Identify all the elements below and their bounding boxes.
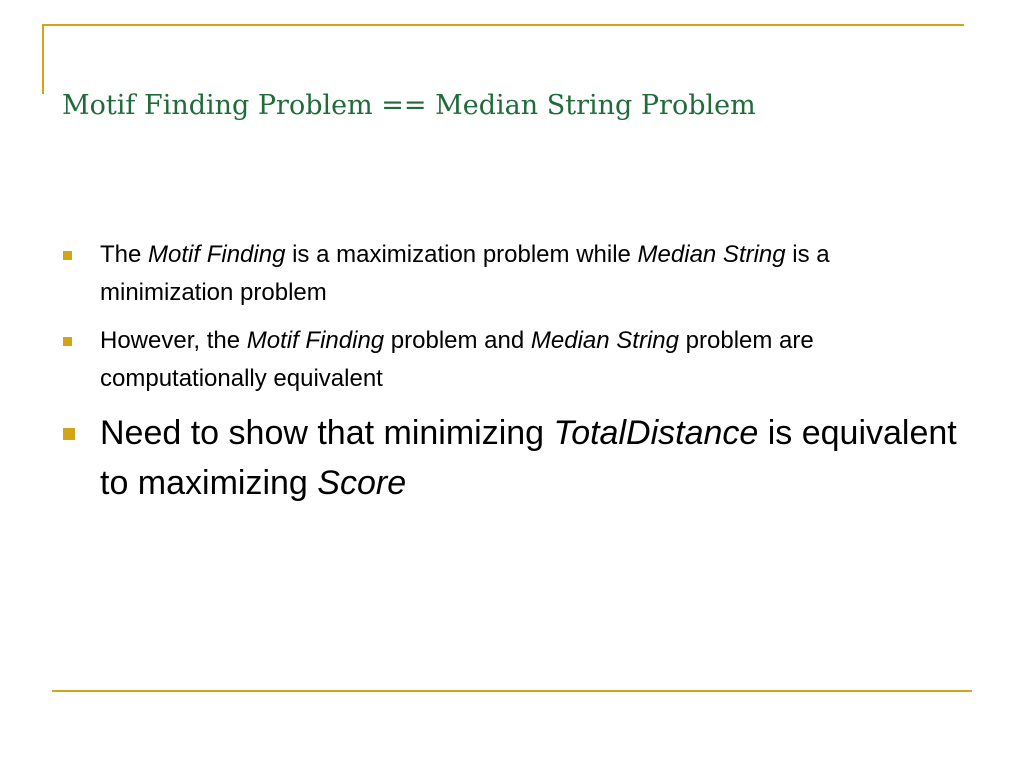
bullet-item (62, 322, 962, 398)
slide-title: Motif Finding Problem == Median String Problem (62, 90, 756, 121)
square-bullet-icon (63, 428, 75, 440)
top-rule (42, 24, 964, 26)
bullet-item (62, 408, 962, 508)
square-bullet-icon (63, 337, 72, 346)
left-rule (42, 24, 44, 94)
bullet-text: However, the Motif Finding problem and Median String problem are computationally equivalent (100, 327, 814, 392)
bullet-item (62, 236, 962, 312)
bullet-text: Need to show that minimizing TotalDistance is equivalent to maximizing Score (100, 414, 957, 502)
bottom-rule (52, 690, 972, 692)
bullet-text: The Motif Finding is a maximization problem while Median String is a minimization problem (100, 241, 830, 306)
bullet-list (62, 236, 962, 508)
square-bullet-icon (63, 251, 72, 260)
